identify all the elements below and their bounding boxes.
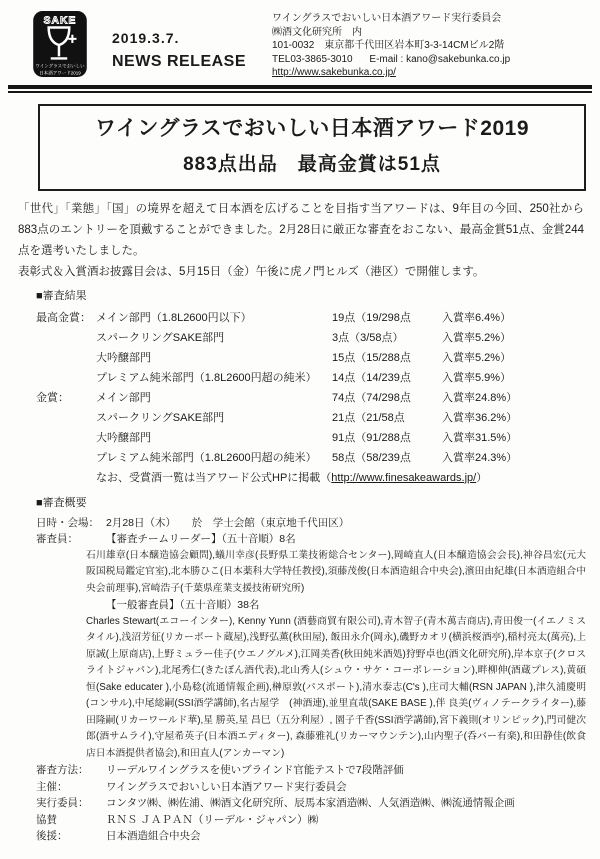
overview-section	[36, 496, 586, 845]
points: 19点（19/298点	[332, 311, 411, 324]
points: 21点（21/58点	[332, 411, 405, 424]
release-label: NEWS RELEASE	[112, 53, 247, 70]
contact-tel: TEL03-3865-3010	[272, 53, 353, 65]
award-label: 金賞：	[36, 391, 69, 404]
award-label	[36, 448, 96, 468]
category: メイン部門（1.8L2600円以下）	[96, 311, 252, 324]
row-label: 実行委員：	[36, 797, 89, 809]
page-title: ワイングラスでおいしい日本酒アワード2019	[94, 116, 530, 140]
row-value: コンタツ㈱、㈱佐浦、㈱酒文化研究所、辰馬本家酒造㈱、人気酒造㈱、㈱流通情報企画	[106, 797, 515, 809]
points: 15点（15/288点	[332, 351, 411, 364]
result-row	[36, 348, 588, 368]
contact-block	[272, 10, 590, 80]
judges-general-heading: 【一般審査員】（五十音順）38名	[106, 599, 260, 611]
intro-paragraph: 「世代」「業態」「国」の境界を超えて日本酒を広げることを目指す当アワードは、9年目の今回、250社から883点のエントリーを頂戴することができました。2月28日に厳正な審査をおこない、最高金賞51点、金賞244点を選考いたしました。	[18, 202, 584, 257]
contact-email: E-mail : kano@sakebunka.co.jp	[369, 53, 511, 65]
category: 大吟醸部門	[96, 351, 151, 364]
category: プレミアム純米部門（1.8L2600円超の純米）	[96, 371, 317, 384]
row-value: 2月28日（木） 於 学士会館（東京地千代田区）	[106, 516, 350, 529]
overview-row-datetime	[36, 515, 586, 532]
row-value: リーデルワイングラスを使いブラインド官能テストで7段階評価	[106, 764, 404, 776]
award-label	[36, 408, 96, 428]
award-label	[36, 428, 96, 448]
category: 大吟醸部門	[96, 431, 151, 444]
award-label	[36, 348, 96, 368]
results-heading: ■審査結果	[36, 289, 87, 302]
rate: 入賞率24.8%）	[442, 391, 518, 404]
judges-leaders-heading: 【審査チームリーダー】（五十音順）8名	[106, 533, 296, 545]
header-divider	[8, 85, 592, 93]
note-suffix: ）	[476, 471, 488, 484]
award-label: 最高金賞：	[36, 311, 91, 324]
result-row	[36, 368, 588, 388]
award-label	[36, 368, 96, 388]
results-section	[36, 289, 588, 488]
release-date: 2019.3.7.	[112, 30, 180, 46]
points: 58点（58/239点	[332, 451, 411, 464]
points: 3点（3/58点）	[332, 331, 404, 344]
overview-heading: ■審査概要	[36, 496, 87, 509]
result-row	[36, 448, 588, 468]
badge-tagline-1: ワイングラスでおいしい	[35, 63, 85, 69]
event-announcement: 表彰式＆入賞酒お披露目会は、5月15日（金）午後に虎ノ門ヒルズ（港区）で開催します。	[18, 265, 485, 278]
row-value: ワイングラスでおいしい日本酒アワード実行委員会	[106, 780, 347, 793]
contact-url-link[interactable]: http://www.sakebunka.co.jp/	[272, 67, 396, 78]
row-label: 後援：	[36, 830, 68, 842]
row-label: 日時・会場：	[36, 516, 99, 529]
rate: 入賞率5.9%）	[442, 371, 512, 384]
row-value: ＲＮＳ ＪＡＰＡＮ（リーデル・ジャパン）㈱	[106, 813, 319, 826]
result-row	[36, 308, 588, 328]
row-label: 審査員：	[36, 533, 78, 545]
contact-address: 101-0032 東京都千代田区岩本町3-3-14CMビル2階	[272, 40, 505, 51]
overview-row-judges	[36, 531, 586, 548]
badge-tagline-2: 日本酒アワード2019	[39, 70, 81, 76]
result-row	[36, 428, 588, 448]
header	[0, 0, 600, 80]
rate: 入賞率5.2%）	[442, 331, 512, 344]
release-block	[112, 30, 246, 71]
award-label	[36, 328, 96, 348]
judges-general-list: Charles Stewart(エコーインター), Kenny Yunn (酒藝商貿有限公司),青木智子(青木萬吉商店),青田俊一(イエノミスタイル),浅沼芳征(リカーポート蔵屋),浅野弘薫(秋田屋), 飯田永介(岡永),磯野カオリ(横浜桜酒亭),稲村亮太(萬亮),上原誠(上原商店),上野ミュラー佳子(ウエノグルメ),江岡美香(秋田純米酒処)狩野卓也(酒文化研究所),岸本京子(クロスライトジャパン),北尾秀仁(きたぼん酒代表),北山秀人(シュウ・サケ・コーポレーション),畔柳伸(酒蔵プレス),黄碩恒(Sake educater ),小島稔(流通情報企画),榊原敦(パスポート),清水泰志(C's ),庄司大輔(RSN JAPAN ),津久浦慶明(コンサル),中尾総嗣(SSI酒学講師),名古屋学 (神酒連),並里直哉(SAKE BASE ),伴 良美(ヴィノテークライター),藤田隆嗣(リカーワールド華),星 勝英,星 昌巳（五分利屋）, 園子千香(SSI酒学講師),宮下義則(オリンピック),門司健次郎(酒サムライ),守屋希英子(日本酒エディター), 森藤雅礼(リカーマウンテン),山内聖子(呑バー有楽),和田静佳(飲食店日本酒提供者協会),和田直人(アンカーマン)	[86, 615, 586, 759]
page-subtitle: 883点出品 最高金賞は51点	[183, 153, 441, 175]
badge-text: SAKE	[43, 15, 77, 27]
rate: 入賞率5.2%）	[442, 351, 512, 364]
results-note	[96, 468, 588, 488]
contact-org: ワイングラスでおいしい日本酒アワード実行委員会	[272, 13, 502, 24]
rate: 入賞率6.4%）	[442, 311, 512, 324]
overview-row-committee	[36, 795, 586, 812]
rate: 入賞率36.2%）	[442, 411, 518, 424]
row-label: 主催：	[36, 780, 68, 793]
contact-office: ㈱酒文化研究所 内	[272, 26, 362, 38]
wine-glass-badge-icon	[32, 10, 88, 78]
intro-section	[18, 199, 584, 283]
overview-row-host	[36, 779, 586, 796]
title-box	[38, 104, 586, 191]
rate: 入賞率24.3%）	[442, 451, 518, 464]
row-label: 審査方法：	[36, 764, 89, 776]
category: プレミアム純米部門（1.8L2600円超の純米）	[96, 451, 317, 464]
judges-leaders-list: 石川雄章(日本醸造協会顧問),蟻川幸彦(長野県工業技術総合センター),岡崎直人(日本醸造協会会長),神谷昌宏(元大阪国税局鑑定官室),北本勝ひこ(日本薬科大学特任教授),須藤茂俊(日本酒造組合中央会),濱田由紀雄(日本酒造組合中央会前理事),宮崎浩子(千葉県産業支援技術研究所)	[86, 549, 586, 594]
rate: 入賞率31.5%）	[442, 431, 518, 444]
overview-row-sponsor	[36, 812, 586, 829]
points: 91点（91/288点	[332, 431, 411, 444]
result-row	[36, 408, 588, 428]
points: 74点（74/298点	[332, 391, 411, 404]
category: スパークリングSAKE部門	[96, 331, 225, 344]
awards-url-link[interactable]: http://www.finesakeawards.jp/	[331, 471, 477, 484]
award-logo	[32, 10, 88, 78]
points: 14点（14/239点	[332, 371, 411, 384]
overview-row-method	[36, 762, 586, 779]
result-row	[36, 328, 588, 348]
row-value: 日本酒造組合中央会	[106, 830, 201, 842]
note-prefix: なお、受賞酒一覧は当アワード公式HPに掲載（	[96, 471, 332, 484]
result-row	[36, 388, 588, 408]
overview-row-support	[36, 828, 586, 845]
category: スパークリングSAKE部門	[96, 411, 225, 424]
row-label: 協賛	[36, 813, 57, 826]
category: メイン部門	[96, 391, 151, 404]
contact-tel-email	[272, 53, 590, 67]
